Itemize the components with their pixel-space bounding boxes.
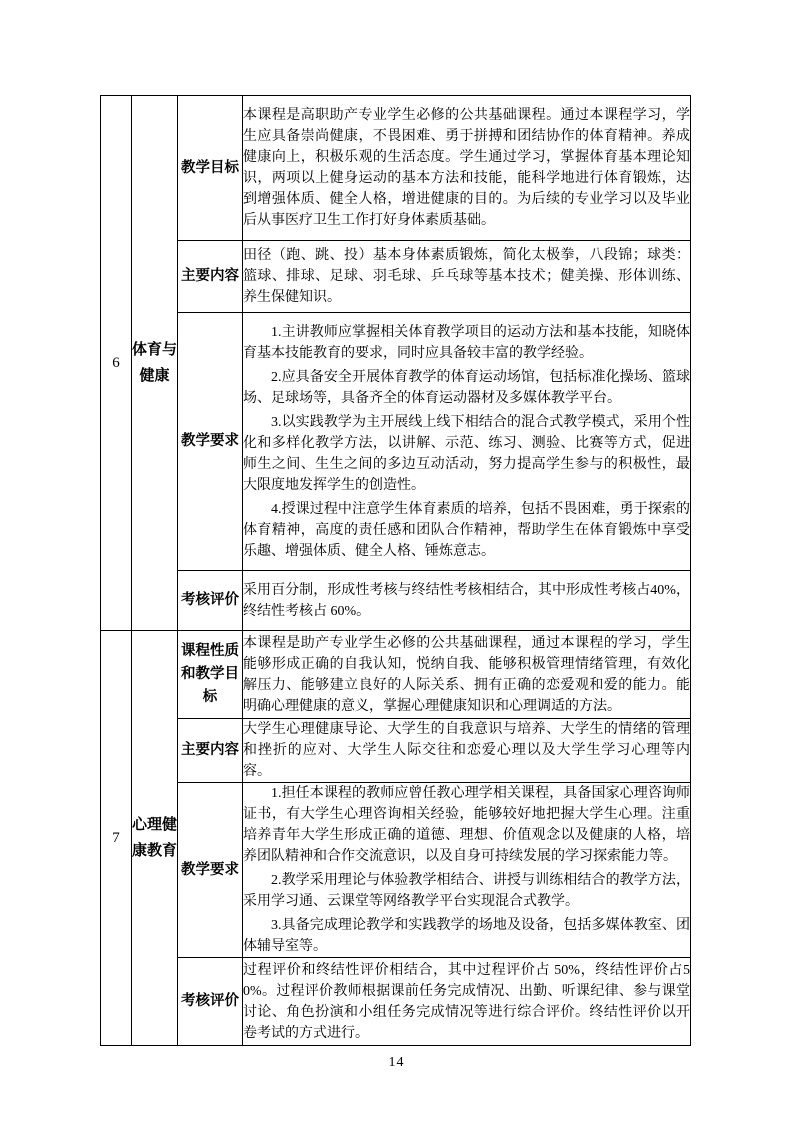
table-row: [101, 719, 691, 783]
content-paragraph: 本课程是助产专业学生必修的公共基础课程，通过本课程的学习，学生能够形成正确的自我认知，悦纳自我、能够积极管理情绪管理，有效化解压力、能够建立良好的人际关系、拥有正确的恋爱观和爱的能力。能明确心理健康的意义，掌握心理健康知识和心理调适的方法。: [243, 635, 690, 714]
content-paragraph: 4.授课过程中注意学生体育素质的培养，包括不畏困难，勇于探索的体育精神，高度的责任感和团队合作精神，帮助学生在体育锻炼中享受乐趣、增强体质、健全人格、锤炼意志。: [243, 501, 690, 559]
section-content-nature-objectives: [243, 631, 691, 719]
content-paragraph: 1.主讲教师应掌握相关体育教学项目的运动方法和基本技能，知晓体育基本技能教育的要求，同时应具备较丰富的教学经验。: [243, 324, 690, 361]
course-index: 7: [101, 631, 132, 1046]
content-paragraph: 2.教学采用理论与体验教学相结合、讲授与训练相结合的教学方法，采用学习通、云课堂等网络教学平台实现混合式教学。: [243, 873, 690, 909]
section-content-main-content: [243, 719, 691, 783]
section-content-requirements: [243, 313, 691, 571]
section-content-requirements: [243, 783, 691, 958]
section-label-requirements: 教学要求: [178, 783, 243, 958]
content-paragraph: 过程评价和终结性评价相结合，其中过程评价占 50%，终结性评价占50%。过程评价教师根据课前任务完成情况、出勤、听课纪律、参与课堂讨论、角色扮演和小组任务完成情况等进行综合评价。终结性评价以开卷考试的方式进行。: [243, 962, 690, 1041]
section-content-objectives: [243, 96, 691, 241]
course-name: 心理健康教育: [132, 631, 178, 1046]
table-row: [101, 241, 691, 313]
table-row: [101, 783, 691, 958]
page-number: 14: [388, 1055, 405, 1070]
section-label-main-content: 主要内容: [178, 719, 243, 783]
content-paragraph: 本课程是高职助产专业学生必修的公共基础课程。通过本课程学习，学生应具备崇尚健康，不畏困难、勇于拼搏和团结协作的体育精神。养成健康向上，积极乐观的生活态度。学生通过学习，掌握体育基本理论知识，两项以上健身运动的基本方法和技能，能科学地进行体育锻炼，达到增强体质、健全人格，增进健康的目的。为后续的专业学习以及毕业后从事医疗卫生工作打好身体素质基础。: [243, 108, 690, 228]
section-content-main-content: [243, 241, 691, 313]
content-paragraph: 大学生心理健康导论、大学生的自我意识与培养、大学生的情绪的管理和挫折的应对、大学生人际交往和恋爱心理以及大学生学习心理等内容。: [243, 722, 690, 779]
section-content-assessment: [243, 571, 691, 631]
content-paragraph: 2.应具备安全开展体育教学的体育运动场馆，包括标准化操场、篮球场、足球场等，具备齐全的体育运动器材及多媒体教学平台。: [243, 369, 690, 406]
section-label-objectives: 教学目标: [178, 96, 243, 241]
table-row: [101, 631, 691, 719]
content-paragraph: 3.以实践教学为主开展线上线下相结合的混合式教学模式，采用个性化和多样化教学方法，以讲解、示范、练习、测验、比赛等方式，促进师生之间、生生之间的多边互动活动，努力提高学生参与的积极性，最大限度地发挥学生的创造性。: [243, 414, 690, 493]
section-label-assessment: 考核评价: [178, 571, 243, 631]
section-content-assessment: [243, 958, 691, 1046]
section-label-main-content: 主要内容: [178, 241, 243, 313]
section-label-assessment: 考核评价: [178, 958, 243, 1046]
course-index: 6: [101, 96, 132, 631]
table-row: [101, 313, 691, 571]
section-label-nature-objectives: 课程性质和教学目标: [178, 631, 243, 719]
course-name: 体育与健康: [132, 96, 178, 631]
content-paragraph: 1.担任本课程的教师应曾任教心理学相关课程，具备国家心理咨询师证书，有大学生心理咨询相关经验，能够较好地把握大学生心理。注重培养青年大学生形成正确的道德、理想、价值观念以及健康的人格，培养团队精神和合作交流意识，以及自身可持续发展的学习探索能力等。: [243, 786, 690, 864]
course-detail-table: [100, 95, 691, 1046]
content-paragraph: 田径（跑、跳、投）基本身体素质锻炼，简化太极拳，八段锦；球类：篮球、排球、足球、羽毛球、乒乓球等基本技术；健美操、形体训练、养生保健知识。: [243, 248, 690, 305]
section-label-requirements: 教学要求: [178, 313, 243, 571]
content-paragraph: 采用百分制，形成性考核与终结性考核相结合，其中形成性考核占40%，终结性考核占 60%。: [243, 582, 690, 619]
content-paragraph: 3.具备完成理论教学和实践教学的场地及设备，包括多媒体教室、团体辅导室等。: [243, 918, 690, 954]
table-row: [101, 958, 691, 1046]
table-row: [101, 96, 691, 241]
table-row: [101, 571, 691, 631]
